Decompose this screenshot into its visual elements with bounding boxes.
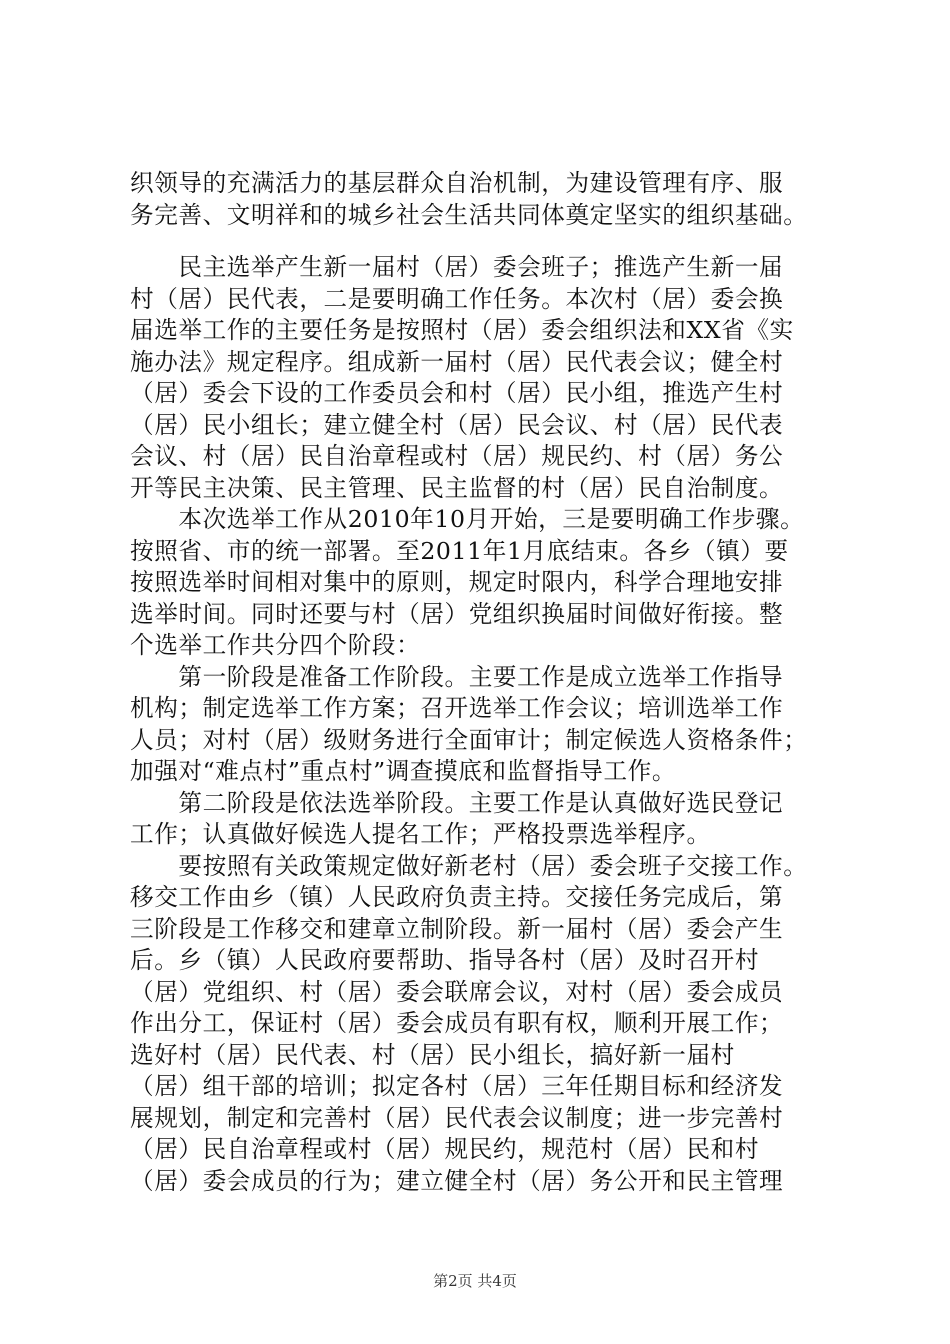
text-line: 务完善、文明祥和的城乡社会生活共同体奠定坚实的组织基础。 [130, 200, 808, 229]
text-line: 选好村（居）民代表、村（居）民小组长，搞好新一届村 [130, 1040, 735, 1069]
text-line: 三阶段是工作移交和建章立制阶段。新一届村（居）委会产生 [130, 914, 784, 943]
text-line: 届选举工作的主要任务是按照村（居）委会组织法和XX省《实 [130, 316, 794, 344]
text-line: （居）党组织、村（居）委会联席会议，对村（居）委会成员 [130, 977, 784, 1006]
text-line: （居）组干部的培训；拟定各村（居）三年任期目标和经济发 [130, 1072, 784, 1100]
text-line: 第二阶段是依法选举阶段。主要工作是认真做好选民登记 [130, 788, 784, 817]
text-line: 织领导的充满活力的基层群众自治机制，为建设管理有序、服 [130, 169, 784, 197]
text-line: 展规划，制定和完善村（居）民代表会议制度；进一步完善村 [130, 1103, 784, 1132]
text-line: （居）民自治章程或村（居）规民约，规范村（居）民和村 [130, 1135, 760, 1163]
text-line: （居）委会成员的行为；建立健全村（居）务公开和民主管理 [130, 1166, 784, 1195]
text-line: （居）委会下设的工作委员会和村（居）民小组，推选产生村 [130, 379, 784, 407]
page-number-footer: 第2页 共4页 [433, 1272, 517, 1290]
text-line: 民主选举产生新一届村（居）委会班子；推选产生新一届 [130, 253, 784, 281]
text-line: 按照省、市的统一部署。至2011年1月底结束。各乡（镇）要 [130, 536, 789, 565]
text-line: 村（居）民代表，二是要明确工作任务。本次村（居）委会换 [130, 284, 784, 313]
text-line: 选举时间。同时还要与村（居）党组织换届时间做好衔接。整 [130, 599, 784, 628]
paragraph-block-1 [130, 168, 840, 231]
text-line: 按照选举时间相对集中的原则，规定时限内，科学合理地安排 [130, 568, 784, 596]
paragraph-block-2 [130, 252, 840, 1197]
text-line: 施办法》规定程序。组成新一届村（居）民代表会议；健全村 [130, 347, 784, 376]
text-line: 机构；制定选举工作方案；召开选举工作会议；培训选举工作 [130, 694, 784, 722]
text-line: 移交工作由乡（镇）人民政府负责主持。交接任务完成后，第 [130, 883, 784, 911]
text-line: 开等民主决策、民主管理、民主监督的村（居）民自治制度。 [130, 473, 784, 502]
text-line: 人员；对村（居）级财务进行全面审计；制定候选人资格条件； [130, 725, 808, 754]
text-line: 加强对“难点村”重点村”调查摸底和监督指导工作。 [130, 757, 677, 785]
text-line: 工作；认真做好候选人提名工作；严格投票选举程序。 [130, 820, 711, 848]
text-line: 本次选举工作从2010年10月开始，三是要明确工作步骤。 [130, 505, 805, 533]
text-line: 会议、村（居）民自治章程或村（居）规民约、村（居）务公 [130, 442, 784, 470]
text-line: 后。乡（镇）人民政府要帮助、指导各村（居）及时召开村 [130, 946, 760, 974]
document-body [130, 168, 840, 1197]
paragraph-gap [130, 231, 840, 252]
text-line: 作出分工，保证村（居）委会成员有职有权，顺利开展工作； [130, 1009, 784, 1037]
text-line: （居）民小组长；建立健全村（居）民会议、村（居）民代表 [130, 410, 784, 439]
text-line: 第一阶段是准备工作阶段。主要工作是成立选举工作指导 [130, 662, 784, 691]
text-line: 个选举工作共分四个阶段： [130, 631, 421, 659]
text-line: 要按照有关政策规定做好新老村（居）委会班子交接工作。 [130, 851, 808, 880]
